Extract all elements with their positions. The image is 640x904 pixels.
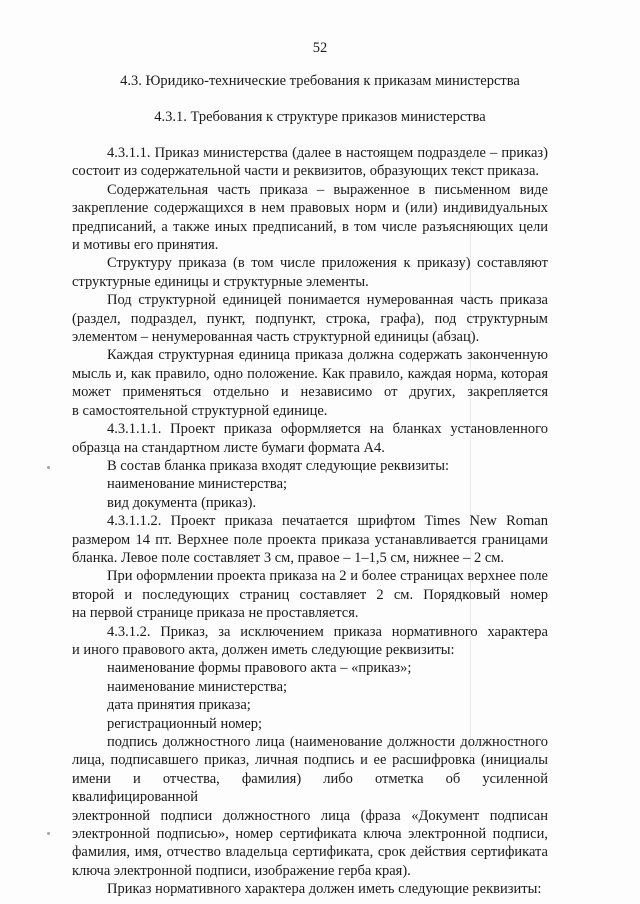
paragraph-line: закрепление содержащихся в нем правовых норм и (или) индивидуальных (72, 200, 548, 217)
list-item: вид документа (приказ). (107, 494, 257, 511)
list-item: регистрационный номер; (107, 715, 263, 732)
paragraph-line: 4.3.1.1. Приказ министерства (далее в настоящем подразделе – приказ) (107, 145, 548, 161)
paragraph-line: Структуру приказа (в том числе приложения к приказу) составляют (107, 255, 548, 272)
page-number: 52 (312, 40, 328, 56)
paragraph-line: ключа электронной подписи, изображение герба края). (72, 862, 411, 879)
paragraph-line: бланка. Левое поле составляет 3 см, правое – 1–1,5 см, нижнее – 2 см. (72, 549, 505, 566)
subsection-heading: 4.3.1. Требования к структуре приказов министерства (154, 109, 486, 125)
paragraph-line: и мотивы его принятия. (72, 237, 219, 254)
document-body (72, 144, 548, 899)
paragraph-line: Под структурной единицей понимается нумерованная часть приказа (107, 292, 548, 309)
paragraph-line: размером 14 пт. Верхнее поле проекта приказа устанавливается границами (72, 531, 548, 548)
list-item: наименование министерства; (107, 678, 288, 695)
paragraph (72, 181, 548, 255)
paragraph-line: фамилия, имя, отчество владельца сертификата, срок действия сертификата (72, 844, 548, 861)
paragraph-line: и иного правового акта, должен иметь следующие реквизиты: (72, 641, 455, 658)
paragraph (72, 623, 548, 660)
paragraph-line: имени и отчества, фамилия) либо отметка об усиленной квалифицированной (72, 770, 548, 806)
paragraph-line: 4.3.1.1.2. Проект приказа печатается шрифтом Times New Roman (107, 513, 548, 530)
paragraph-line: электронной подписью», номер сертификата ключа электронной подписи, (72, 826, 548, 843)
paragraph-line: При оформлении проекта приказа на 2 и более страницах верхнее поле (107, 568, 548, 585)
paragraph-line: (раздел, подраздел, пункт, подпункт, строка, графа), под структурным (72, 310, 548, 327)
section-heading: 4.3. Юридико-технические требования к приказам министерства (120, 73, 520, 89)
list-item: дата принятия приказа; (107, 697, 251, 714)
paragraph-line: в самостоятельной структурной единице. (72, 402, 328, 419)
paragraph-line: подпись должностного лица (наименование должности должностного (107, 734, 548, 750)
paragraph-line: лица, подписавшего приказ, личная подпись и ее расшифровка (инициалы (72, 752, 548, 769)
paragraph (72, 733, 548, 880)
scan-artifact-dot (47, 466, 50, 469)
paragraph-line: Содержательная часть приказа – выраженное в письменном виде (107, 181, 548, 198)
paragraph-line: состоит из содержательной части и реквизитов, образующих текст приказа. (72, 163, 540, 180)
paragraph-line: Каждая структурная единица приказа должна содержать законченную (107, 347, 548, 364)
paragraph-line: 4.3.1.1.1. Проект приказа оформляется на бланках установленного (107, 421, 548, 438)
list-item: наименование формы правового акта – «приказ»; (107, 660, 412, 677)
list-item: наименование министерства; (107, 476, 288, 493)
paragraph (72, 254, 548, 291)
list-item: Приказ нормативного характера должен иметь следующие реквизиты: (107, 881, 542, 898)
paragraph-line: образца на стандартном листе бумаги формата А4. (72, 439, 385, 456)
paragraph-line: элементом – ненумерованная часть структурной единицы (абзац). (72, 329, 480, 346)
paragraph-line: предписаний, а также иных предписаний, в том числе разъясняющих цели (72, 218, 548, 235)
paragraph (72, 291, 548, 346)
paragraph (72, 420, 548, 457)
paragraph (72, 346, 548, 420)
paragraph-line: структурные единицы и структурные элементы. (72, 273, 369, 290)
paragraph (72, 144, 548, 181)
paragraph-line: мысль и, как правило, одно положение. Как правило, каждая норма, которая (72, 365, 548, 382)
paragraph-line: на первой странице приказа не проставляется. (72, 605, 359, 622)
paragraph-line: электронной подписи должностного лица (фраза «Документ подписан (72, 807, 548, 824)
paragraph-line: может применяться отдельно и независимо от других, закрепляется (72, 384, 548, 401)
paragraph-line: второй и последующих страниц составляет 2 см. Порядковый номер (72, 586, 548, 603)
paragraph-line: 4.3.1.2. Приказ, за исключением приказа нормативного характера (107, 623, 548, 640)
list-item: В состав бланка приказа входят следующие реквизиты: (107, 457, 450, 474)
paragraph (72, 567, 548, 622)
paragraph (72, 512, 548, 567)
scan-artifact-dot (47, 832, 50, 835)
